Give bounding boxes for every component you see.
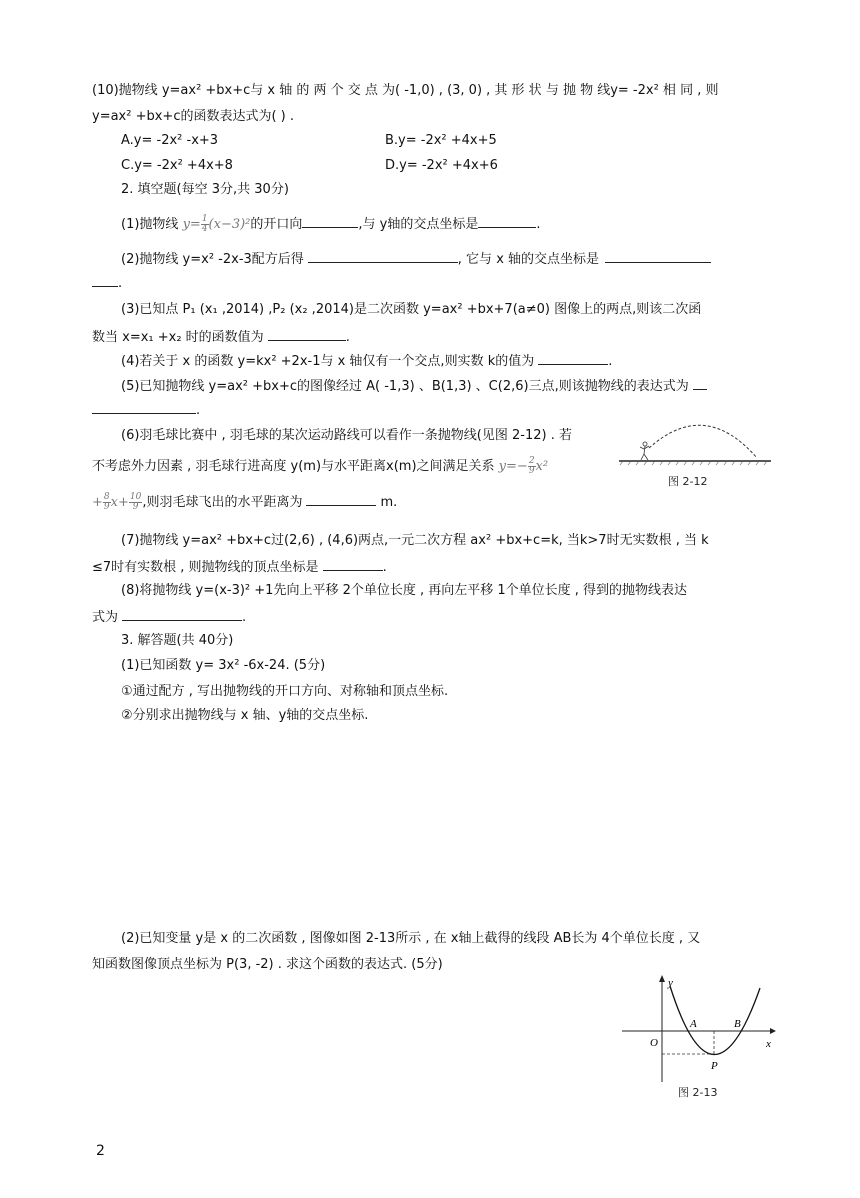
fill-8-line2: 式为 . bbox=[92, 606, 246, 627]
y-axis-arrow bbox=[659, 975, 665, 982]
section-3-title: 3. 解答题(共 40分) bbox=[121, 633, 234, 648]
fill-3-line2: 数当 x=x₁ +x₂ 时的函数值为 . bbox=[92, 326, 350, 347]
fill-2-pre: (2)抛物线 y=x² -2x-3配方后得 bbox=[121, 252, 304, 267]
fill-1-blank-b[interactable] bbox=[478, 213, 536, 228]
solve-1-line2: ①通过配方 , 写出抛物线的开口方向、对称轴和顶点坐标. bbox=[121, 684, 449, 699]
fill-5-blank-cont[interactable] bbox=[92, 399, 196, 414]
fill-8-line1: (8)将抛物线 y=(x-3)² +1先向上平移 2个单位长度 , 再向左平移 1个单位长度 , 得到的抛物线表达 bbox=[121, 583, 688, 598]
fill-4-blank[interactable] bbox=[538, 350, 608, 365]
solve-2-line2: 知函数图像顶点坐标为 P(3, -2) . 求这个函数的表达式. (5分) bbox=[92, 957, 443, 972]
player-icon bbox=[640, 442, 649, 460]
fill-6-blank[interactable] bbox=[306, 491, 376, 506]
figure-2-12-caption: 图 2-12 bbox=[668, 475, 708, 488]
solve-1-line3: ②分别求出抛物线与 x 轴、y轴的交点坐标. bbox=[121, 708, 369, 723]
q10-option-b: B.y= -2x² +4x+5 bbox=[385, 133, 497, 148]
fill-5: (5)已知抛物线 y=ax² +bx+c的图像经过 A( -1,3) 、B(1,3) 、C(2,6)三点,则该抛物线的表达式为 bbox=[121, 375, 707, 396]
x-axis-arrow bbox=[770, 1028, 776, 1034]
fill-2-blank-a[interactable] bbox=[308, 248, 458, 263]
label-y: y bbox=[668, 977, 673, 989]
fill-1: (1)抛物线 y= $\frac{1}{4}$ (x−3)²的开口向 ,与 y轴的交点坐标是 . bbox=[121, 214, 541, 234]
fill-1-formula: y= $\frac{1}{4}$ (x−3)² bbox=[182, 214, 251, 234]
fill-3-line1: (3)已知点 P₁ (x₁ ,2014) ,P₂ (x₂ ,2014)是二次函数 y=ax² +bx+7(a≠0) 图像上的两点,则该二次函 bbox=[121, 302, 702, 317]
solve-2-line1: (2)已知变量 y是 x 的二次函数 , 图像如图 2-13所示 , 在 x轴上截得的线段 AB长为 4个单位长度 , 又 bbox=[121, 931, 701, 946]
fill-7-line1: (7)抛物线 y=ax² +bx+c过(2,6) , (4,6)两点,一元二次方程 ax² +bx+c=k, 当k>7时无实数根 , 当 k bbox=[121, 533, 709, 548]
figure-2-13-caption: 图 2-13 bbox=[678, 1086, 718, 1099]
label-b: B bbox=[734, 1018, 741, 1030]
label-a: A bbox=[690, 1018, 697, 1030]
fill-3-blank[interactable] bbox=[268, 326, 346, 341]
label-x: x bbox=[766, 1038, 771, 1050]
fill-2-cont: . bbox=[92, 272, 122, 293]
figure-2-12-badminton bbox=[615, 418, 775, 468]
fill-5-cont: . bbox=[92, 399, 200, 420]
q10-option-a: A.y= -2x² -x+3 bbox=[121, 133, 219, 148]
fill-1-blank-a[interactable] bbox=[302, 213, 358, 228]
fill-2-blank-b-cont[interactable] bbox=[92, 272, 118, 287]
fill-5-blank[interactable] bbox=[693, 375, 707, 390]
solve-1-line1: (1)已知函数 y= 3x² -6x-24. (5分) bbox=[121, 658, 326, 673]
fill-6-formula-part1: y=− $\frac{2}{9}$ x² bbox=[498, 456, 549, 476]
fill-6-formula-part2: + $\frac{8}{9}$ x+ $\frac{10}{9}$ bbox=[92, 492, 142, 512]
fill-7-line2: ≤7时有实数根 , 则抛物线的顶点坐标是 . bbox=[92, 556, 387, 577]
page-number: 2 bbox=[96, 1143, 105, 1159]
q10-stem-line2: y=ax² +bx+c的函数表达式为( ) . bbox=[92, 109, 295, 124]
shuttle-trajectory bbox=[649, 425, 757, 458]
fill-6-line2: 不考虑外力因素 , 羽毛球行进高度 y(m)与水平距离x(m)之间满足关系 y=− $\frac{2}{9}$ x² bbox=[92, 456, 549, 476]
fill-4: (4)若关于 x 的函数 y=kx² +2x-1与 x 轴仅有一个交点,则实数 k的值为 . bbox=[121, 350, 612, 371]
section-2-title: 2. 填空题(每空 3分,共 30分) bbox=[121, 182, 289, 197]
q10-stem-line1: (10)抛物线 y=ax² +bx+c与 x 轴 的 两 个 交 点 为( -1,0) , (3, 0) , 其 形 状 与 抛 物 线y= -2x² 相 同 , 则 bbox=[92, 83, 719, 98]
fill-1-mid2: ,与 y轴的交点坐标是 bbox=[358, 217, 479, 232]
fill-6-line3: + $\frac{8}{9}$ x+ $\frac{10}{9}$ ,则羽毛球飞出的水平距离为 m. bbox=[92, 492, 398, 512]
label-origin: O bbox=[650, 1037, 658, 1049]
figure-2-13-parabola bbox=[620, 972, 780, 1084]
parabola-curve bbox=[670, 986, 760, 1055]
fill-2-blank-b[interactable] bbox=[605, 248, 711, 263]
label-p: P bbox=[711, 1060, 718, 1072]
fill-7-blank[interactable] bbox=[323, 556, 383, 571]
fill-1-pre: (1)抛物线 bbox=[121, 217, 179, 232]
fill-2-mid: , 它与 x 轴的交点坐标是 bbox=[457, 252, 600, 267]
fill-6-line1: (6)羽毛球比赛中 , 羽毛球的某次运动路线可以看作一条抛物线(见图 2-12) . 若 bbox=[121, 428, 572, 443]
q10-option-c: C.y= -2x² +4x+8 bbox=[121, 158, 233, 173]
fill-1-mid: 的开口向 bbox=[250, 217, 303, 232]
fill-8-blank[interactable] bbox=[122, 606, 242, 621]
fill-2 bbox=[121, 248, 711, 269]
q10-option-d: D.y= -2x² +4x+6 bbox=[385, 158, 498, 173]
